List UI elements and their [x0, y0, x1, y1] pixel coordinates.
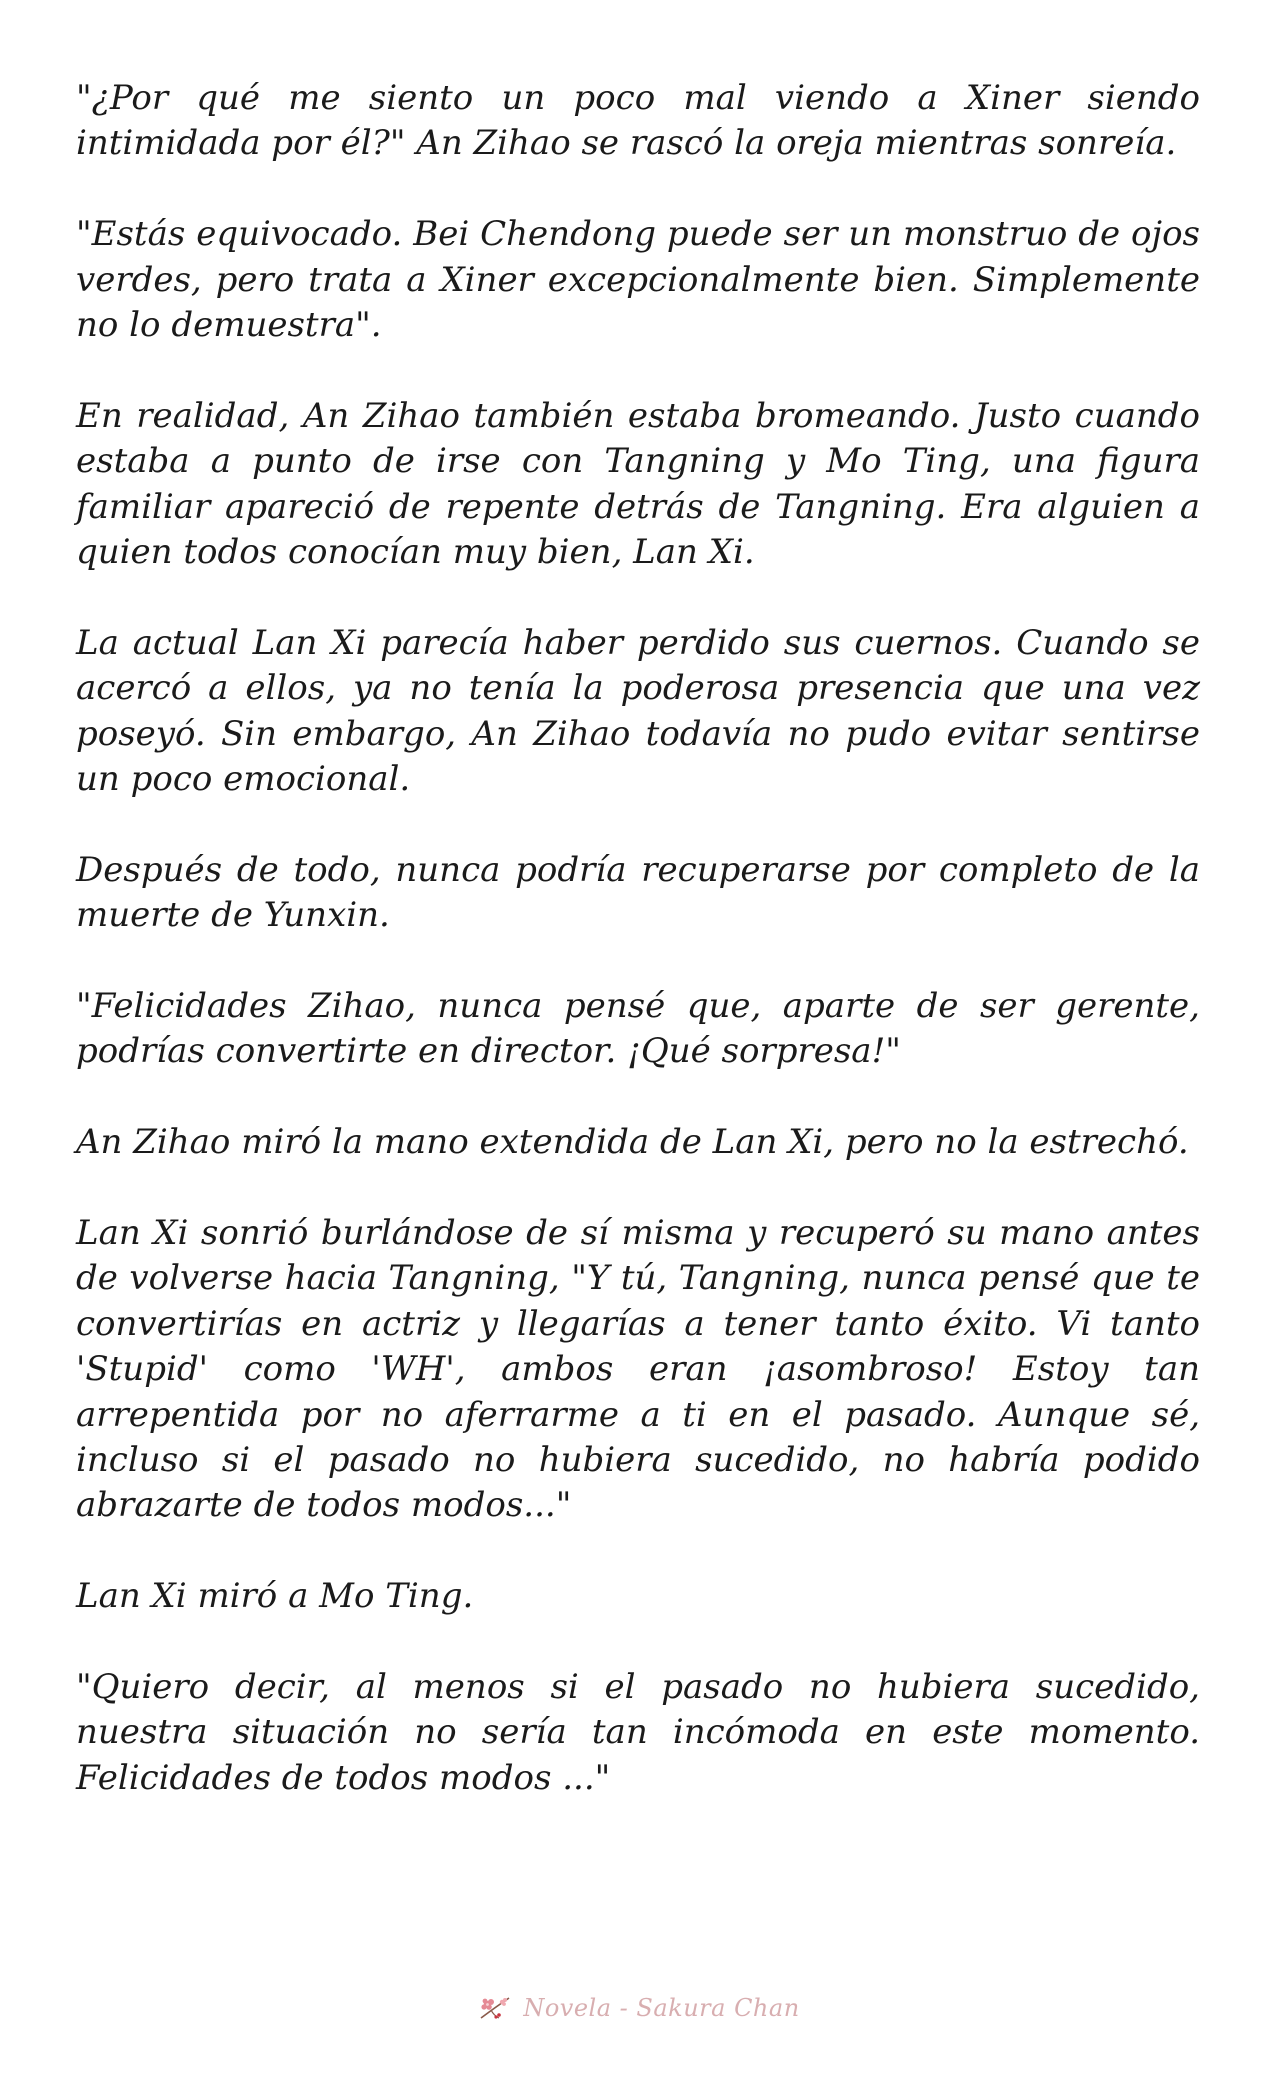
paragraph: Lan Xi sonrió burlándose de sí misma y recuperó su mano antes de volverse hacia Tangning, "Y tú, Tangning, nunca pensé que te convertirías en actriz y llegarías a tener tanto éxito. Vi tanto 'Stupid' como 'WH', ambos eran ¡asombroso! Estoy tan arrepentida por no aferrarme a ti en el pasado. Aunque sé, incluso si el pasado no hubiera sucedido, no habría podido abrazarte de todos modos..." — [76, 1213, 1200, 1526]
watermark — [0, 1988, 1275, 2028]
watermark-text: Novela - Sakura Chan — [523, 1994, 800, 2022]
watermark-group — [475, 1992, 799, 2024]
paragraph: An Zihao miró la mano extendida de Lan Xi, pero no la estrechó. — [76, 1122, 1189, 1163]
paragraph: En realidad, An Zihao también estaba bromeando. Justo cuando estaba a punto de irse con Tangning y Mo Ting, una figura familiar apareció de repente detrás de Tangning. Era alguien a quien todos conocían muy bien, Lan Xi. — [76, 395, 1200, 573]
paragraph: "¿Por qué me siento un poco mal viendo a Xiner siendo intimidada por él?" An Zihao se rascó la oreja mientras sonreía. — [76, 78, 1200, 164]
paragraph: Lan Xi miró a Mo Ting. — [76, 1576, 474, 1617]
paragraph: Después de todo, nunca podría recuperarse por completo de la muerte de Yunxin. — [76, 849, 1200, 936]
paragraph: "Quiero decir, al menos si el pasado no hubiera sucedido, nuestra situación no sería tan incómoda en este momento. Felicidades de todos modos ..." — [76, 1667, 1200, 1798]
paragraph: La actual Lan Xi parecía haber perdido sus cuernos. Cuando se acercó a ellos, ya no tenía la poderosa presencia que una vez poseyó. Sin embargo, An Zihao todavía no pudo evitar sentirse un poco emocional. — [76, 622, 1200, 800]
cherry-blossom-icon — [475, 1992, 515, 2024]
document-body — [76, 76, 1200, 1847]
paragraph: "Estás equivocado. Bei Chendong puede ser un monstruo de ojos verdes, pero trata a Xiner excepcionalmente bien. Simplemente no lo demuestra". — [76, 214, 1200, 346]
paragraph: "Felicidades Zihao, nunca pensé que, aparte de ser gerente, podrías convertirte en director. ¡Qué sorpresa!" — [76, 986, 1200, 1072]
